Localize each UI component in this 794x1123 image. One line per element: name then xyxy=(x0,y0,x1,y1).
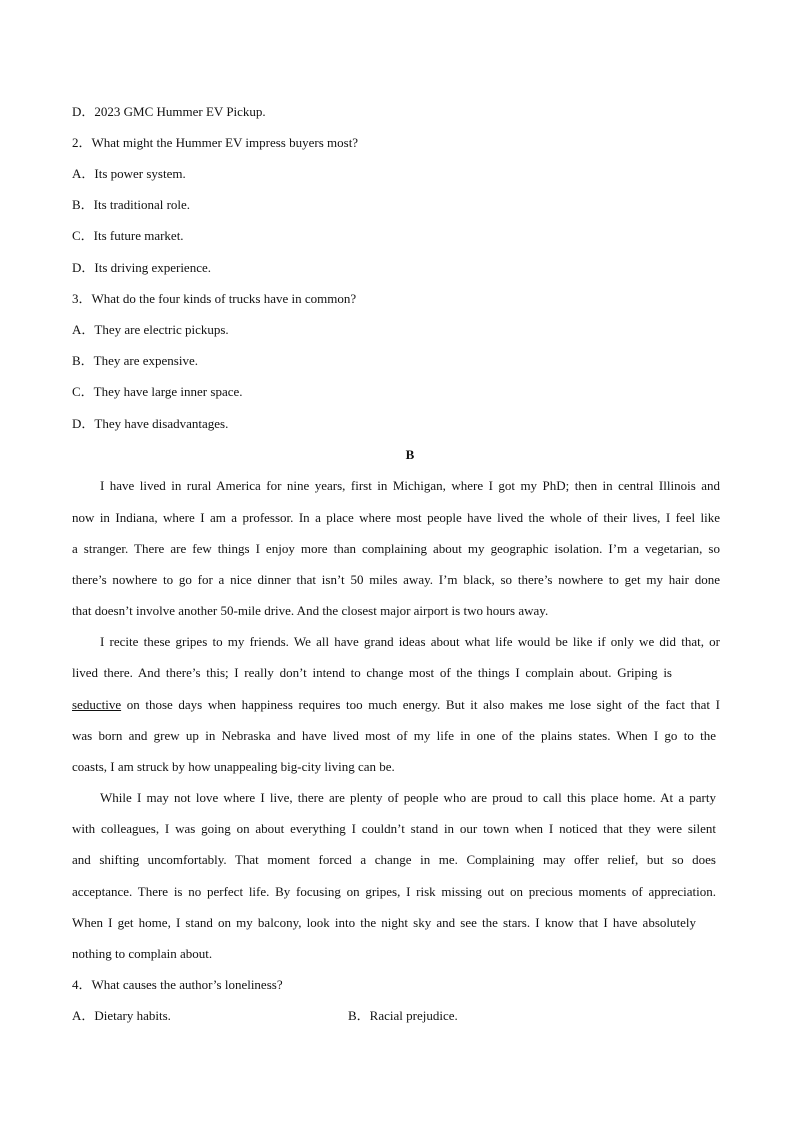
q3-option-d xyxy=(72,416,228,432)
option-label: B． xyxy=(72,353,94,368)
passage-p3-line-5: When I get home, I stand on my balcony, look into the night sky and see the stars. I know that I have absolutely xyxy=(72,915,696,930)
option-label: B． xyxy=(72,197,94,212)
option-text: Its future market. xyxy=(93,228,184,243)
option-text: 2023 GMC Hummer EV Pickup. xyxy=(94,104,266,119)
q3-option-a xyxy=(72,322,229,338)
passage-p3-line-4: acceptance. There is no perfect life. By focusing on gripes, I risk missing out on precious moments of appreciation. xyxy=(72,884,716,899)
option-label: B． xyxy=(348,1008,370,1023)
passage-p2-line-5: coasts, I am struck by how unappealing big-city living can be. xyxy=(72,759,395,774)
option-label: D． xyxy=(72,260,95,275)
passage-p2-line-3 xyxy=(72,697,720,713)
option-text: Its driving experience. xyxy=(94,260,211,275)
option-text: They have disadvantages. xyxy=(94,416,229,431)
passage-p2-line-1: I recite these gripes to my friends. We all have grand ideas about what life would be like if only we did that, or xyxy=(100,634,720,649)
q4-option-b xyxy=(348,1008,458,1024)
passage-p2-line-4: was born and grew up in Nebraska and have lived most of my life in one of the plains states. When I go to the xyxy=(72,728,716,743)
option-label: C． xyxy=(72,384,94,399)
q1-option-d xyxy=(72,104,266,120)
option-text: They are expensive. xyxy=(93,353,198,368)
q2-stem: 2．What might the Hummer EV impress buyers most? xyxy=(72,135,359,150)
option-label: C． xyxy=(72,228,94,243)
passage-p1-line-2: now in Indiana, where I am a professor. In a place where most people have lived the whole of their lives, I feel like xyxy=(72,510,720,525)
q4-stem: 4．What causes the author’s loneliness? xyxy=(72,977,283,992)
q2-option-a xyxy=(72,166,186,182)
passage-p1-line-3: a stranger. There are few things I enjoy more than complaining about my geographic isolation. I’m a vegetarian, so xyxy=(72,541,720,556)
option-text: Racial prejudice. xyxy=(369,1008,458,1023)
passage-p3-line-3: and shifting uncomfortably. That moment forced a change in me. Complaining may offer relief, but so does xyxy=(72,852,716,867)
q3-option-c xyxy=(72,384,243,400)
q2-option-c xyxy=(72,228,184,244)
underlined-word: seductive xyxy=(72,697,122,712)
option-label: D． xyxy=(72,104,95,119)
passage-p3-line-1: While I may not love where I live, there are plenty of people who are proud to call this place home. At a party xyxy=(100,790,716,805)
passage-p1-line-1: I have lived in rural America for nine years, first in Michigan, where I got my PhD; then in central Illinois and xyxy=(100,478,720,493)
option-label: D． xyxy=(72,416,95,431)
option-text: They have large inner space. xyxy=(93,384,243,399)
passage-p3-line-2: with colleagues, I was going on about everything I couldn’t stand in our town when I noticed that they were silent xyxy=(72,821,716,836)
option-text: Its traditional role. xyxy=(93,197,191,212)
option-label: A． xyxy=(72,166,95,181)
q2-option-b xyxy=(72,197,190,213)
option-label: A． xyxy=(72,322,95,337)
q4-option-a xyxy=(72,1008,171,1024)
passage-text: on those days when happiness requires too much energy. But it also makes me lose sight of the fact that I xyxy=(121,697,720,712)
passage-p2-line-2: lived there. And there’s this; I really don’t intend to change most of the things I complain about. Griping is xyxy=(72,665,672,680)
option-text: Dietary habits. xyxy=(94,1008,171,1023)
option-label: A． xyxy=(72,1008,95,1023)
section-heading: B xyxy=(405,447,415,462)
q3-stem: 3．What do the four kinds of trucks have in common? xyxy=(72,291,357,306)
q2-option-d xyxy=(72,260,211,276)
option-text: Its power system. xyxy=(94,166,186,181)
passage-p3-line-6: nothing to complain about. xyxy=(72,946,213,961)
option-text: They are electric pickups. xyxy=(94,322,229,337)
q3-option-b xyxy=(72,353,198,369)
passage-p1-line-5: that doesn’t involve another 50-mile drive. And the closest major airport is two hours away. xyxy=(72,603,549,618)
passage-p1-line-4: there’s nowhere to go for a nice dinner that isn’t 50 miles away. I’m black, so there’s nowhere to get my hair done xyxy=(72,572,720,587)
